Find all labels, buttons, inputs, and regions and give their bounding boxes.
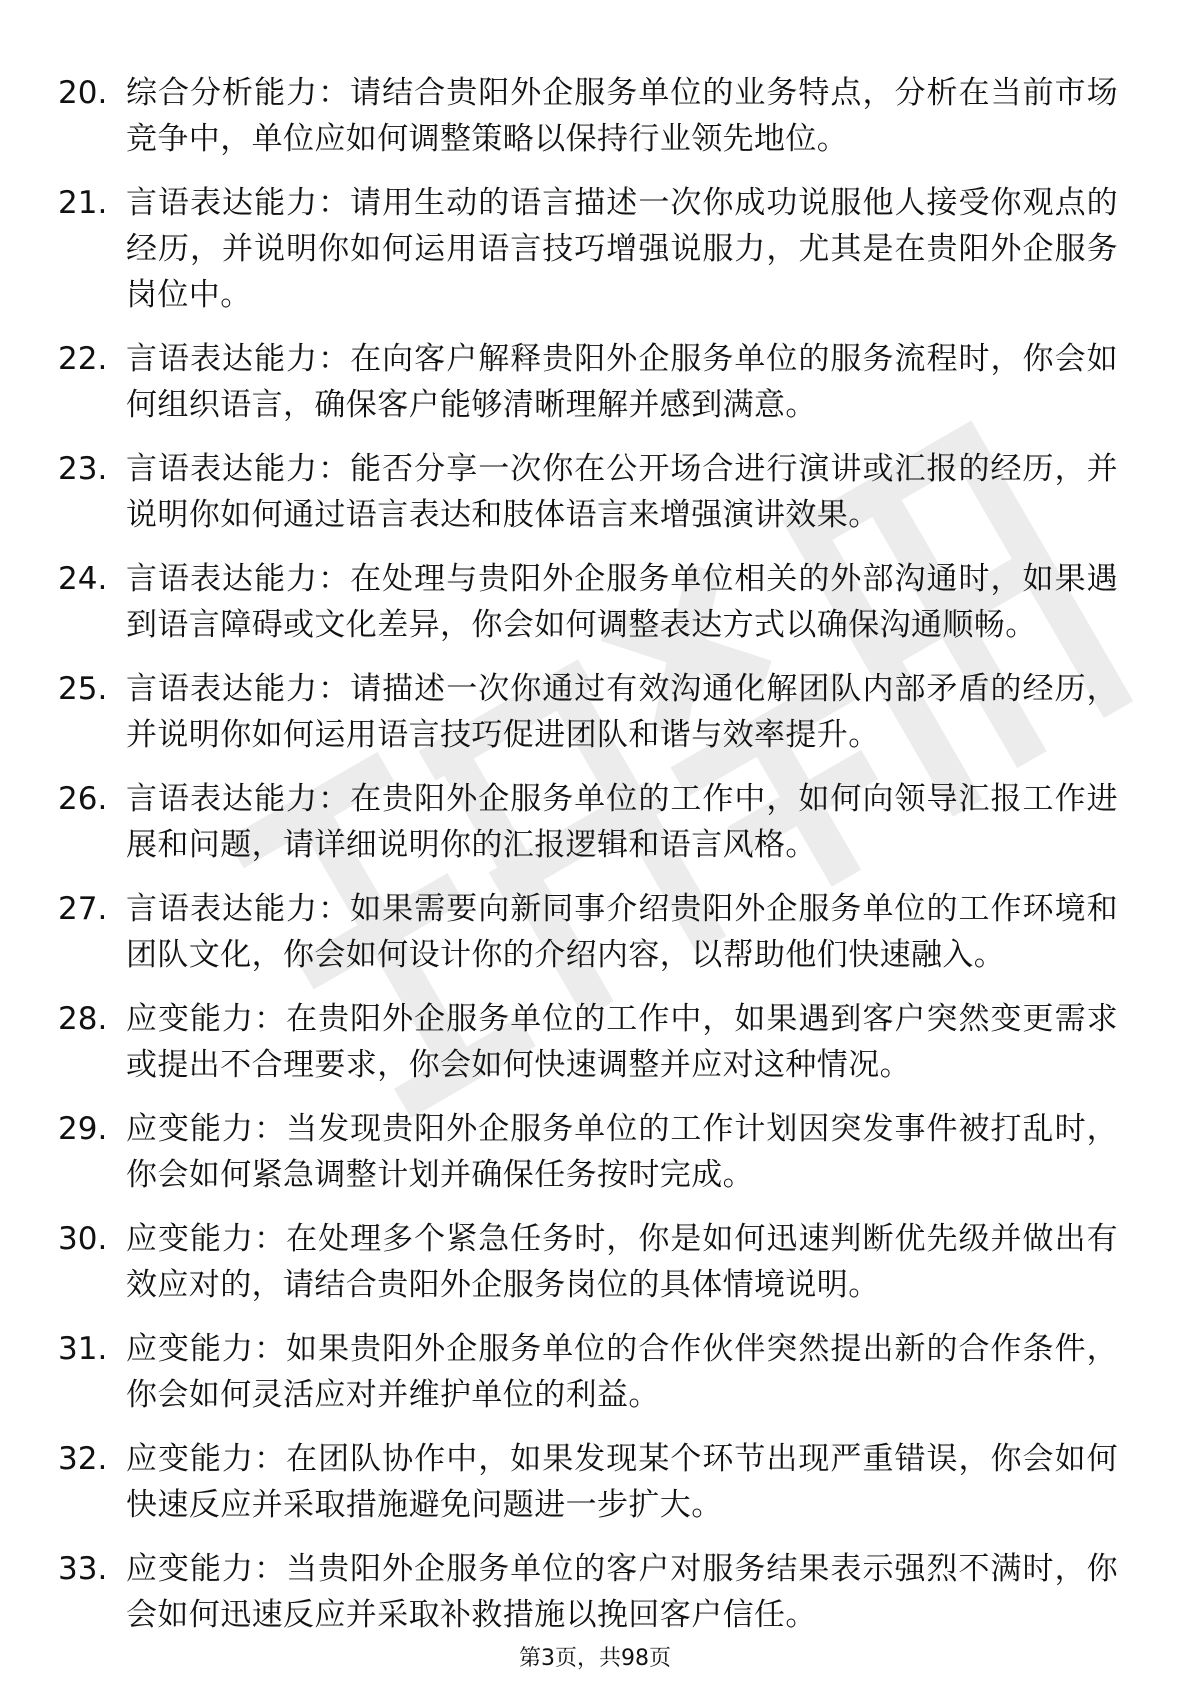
question-number: 20.: [58, 75, 108, 111]
question-item: [58, 556, 1118, 648]
question-text: 言语表达能力：在处理与贵阳外企服务单位相关的外部沟通时，如果遇到语言障碍或文化差异，你会如何调整表达方式以确保沟通顺畅。: [126, 561, 1118, 643]
question-text: 综合分析能力：请结合贵阳外企服务单位的业务特点，分析在当前市场竞争中，单位应如何调整策略以保持行业领先地位。: [126, 75, 1118, 157]
question-item: [58, 1106, 1118, 1198]
question-list: [58, 70, 1118, 1656]
question-number: 32.: [58, 1441, 108, 1477]
question-text: 应变能力：在处理多个紧急任务时，你是如何迅速判断优先级并做出有效应对的，请结合贵阳外企服务岗位的具体情境说明。: [126, 1221, 1118, 1303]
question-text: 应变能力：在团队协作中，如果发现某个环节出现严重错误，你会如何快速反应并采取措施避免问题进一步扩大。: [126, 1441, 1118, 1523]
question-number: 23.: [58, 451, 108, 487]
page-footer: 第3页，共98页: [519, 1646, 671, 1671]
question-item: [58, 886, 1118, 978]
question-number: 29.: [58, 1111, 108, 1147]
question-number: 26.: [58, 781, 108, 817]
question-number: 27.: [58, 891, 108, 927]
question-number: 25.: [58, 671, 108, 707]
question-text: 言语表达能力：在向客户解释贵阳外企服务单位的服务流程时，你会如何组织语言，确保客户能够清晰理解并感到满意。: [126, 341, 1118, 423]
question-item: [58, 776, 1118, 868]
question-text: 言语表达能力：能否分享一次你在公开场合进行演讲或汇报的经历，并说明你如何通过语言表达和肢体语言来增强演讲效果。: [126, 451, 1118, 533]
question-number: 22.: [58, 341, 108, 377]
question-number: 31.: [58, 1331, 108, 1367]
question-number: 30.: [58, 1221, 108, 1257]
question-text: 言语表达能力：请描述一次你通过有效沟通化解团队内部矛盾的经历，并说明你如何运用语言技巧促进团队和谐与效率提升。: [126, 671, 1118, 753]
question-item: [58, 446, 1118, 538]
question-item: [58, 1436, 1118, 1528]
question-item: [58, 180, 1118, 318]
question-text: 言语表达能力：请用生动的语言描述一次你成功说服他人接受你观点的经历，并说明你如何运用语言技巧增强说服力，尤其是在贵阳外企服务岗位中。: [126, 185, 1118, 313]
question-item: [58, 336, 1118, 428]
question-item: [58, 70, 1118, 162]
question-number: 28.: [58, 1001, 108, 1037]
question-text: 言语表达能力：如果需要向新同事介绍贵阳外企服务单位的工作环境和团队文化，你会如何设计你的介绍内容，以帮助他们快速融入。: [126, 891, 1118, 973]
question-number: 21.: [58, 185, 108, 221]
question-item: [58, 666, 1118, 758]
question-text: 应变能力：如果贵阳外企服务单位的合作伙伴突然提出新的合作条件，你会如何灵活应对并维护单位的利益。: [126, 1331, 1118, 1413]
question-number: 24.: [58, 561, 108, 597]
question-text: 应变能力：在贵阳外企服务单位的工作中，如果遇到客户突然变更需求或提出不合理要求，你会如何快速调整并应对这种情况。: [126, 1001, 1118, 1083]
question-text: 应变能力：当发现贵阳外企服务单位的工作计划因突发事件被打乱时，你会如何紧急调整计划并确保任务按时完成。: [126, 1111, 1118, 1193]
question-item: [58, 1216, 1118, 1308]
question-item: [58, 1326, 1118, 1418]
question-number: 33.: [58, 1551, 108, 1587]
question-item: [58, 1546, 1118, 1638]
question-item: [58, 996, 1118, 1088]
question-text: 应变能力：当贵阳外企服务单位的客户对服务结果表示强烈不满时，你会如何迅速反应并采取补救措施以挽回客户信任。: [126, 1551, 1118, 1633]
question-text: 言语表达能力：在贵阳外企服务单位的工作中，如何向领导汇报工作进展和问题，请详细说明你的汇报逻辑和语言风格。: [126, 781, 1118, 863]
